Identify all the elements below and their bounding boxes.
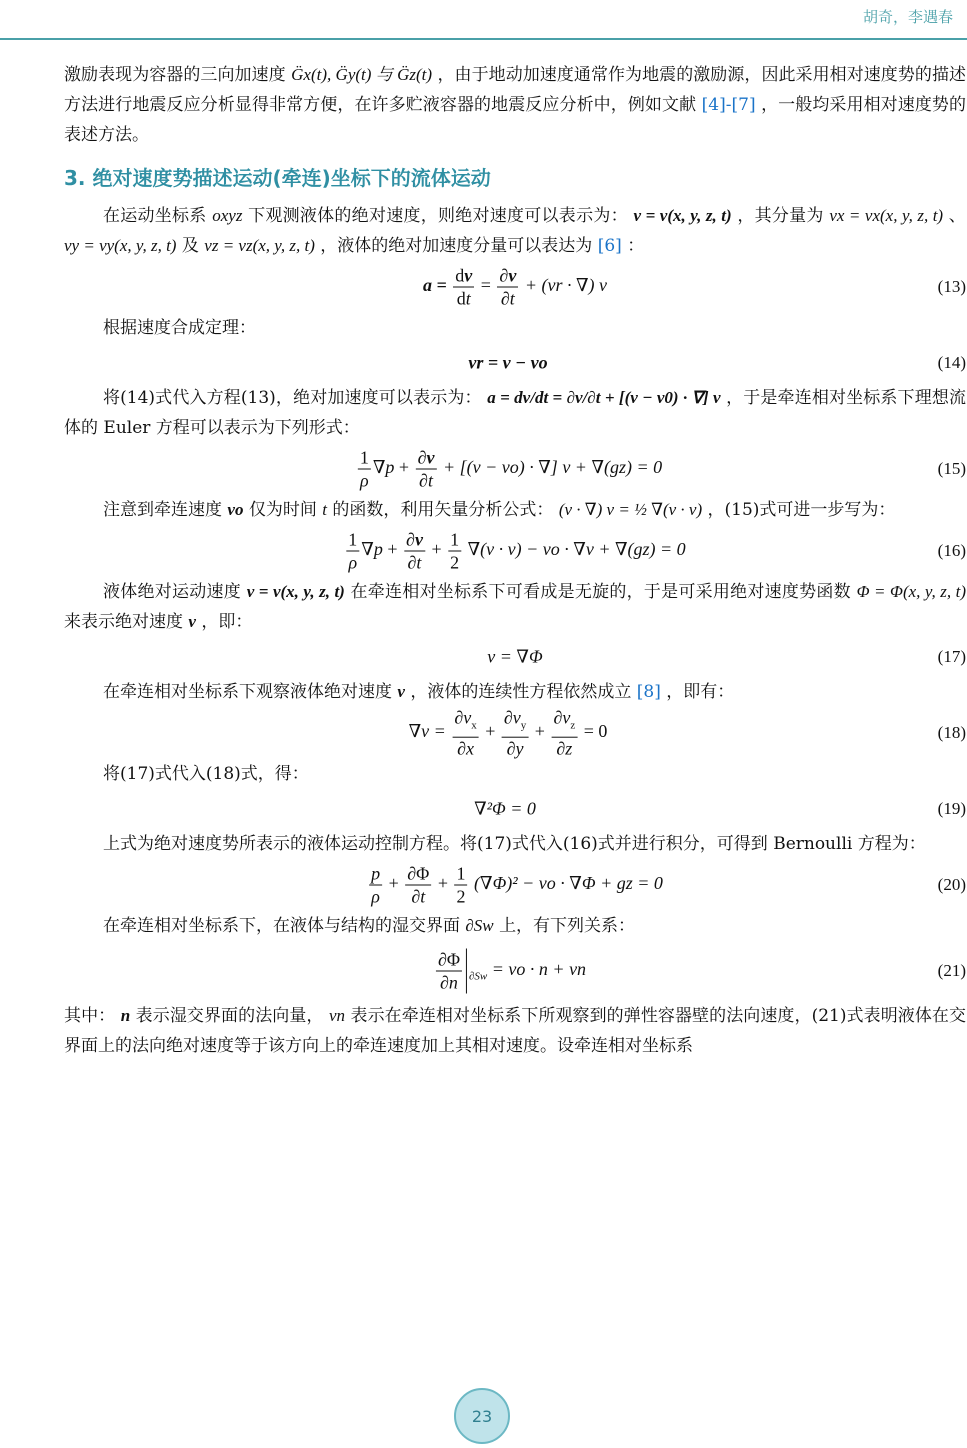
header-rule	[0, 38, 967, 40]
eq18-frac-z: $\frac{\partial v_z}{\partial z}$	[553, 707, 576, 759]
eq21-subscript: ∂Sw	[469, 970, 488, 983]
para2-sys: oxyz	[212, 206, 243, 225]
eq18-tail: = 0	[583, 721, 608, 742]
equation-14	[64, 343, 966, 383]
paragraph-8: 将(17)式代入(18)式，得：	[103, 764, 309, 784]
para4-eq: a = dv/dt = ∂v/∂t + [(v − v0) · ∇] v	[487, 388, 721, 407]
eq21-body	[434, 949, 586, 994]
paragraph-3: 根据速度合成定理：	[103, 318, 256, 338]
eq15-rest: + [(v − vo) · ∇] v + ∇(gz) = 0	[442, 457, 663, 478]
para7-text-c: ，即有：	[666, 682, 735, 702]
para7-text-a: 在牵连相对坐标系下观察液体绝对速度	[103, 682, 398, 702]
equation-16	[64, 525, 966, 577]
para1-text-b: ，由于地动加速度通常作为地震的激励源，因此采用相对速度势的描述方法进行地震反应分析显得非常方便，在许多贮液容器的地震反应分析中，例如文献	[64, 65, 967, 115]
para11-text-a: 其中：	[64, 1006, 116, 1026]
equation-21	[64, 941, 966, 1001]
paragraph-9: 上式为绝对速度势所表示的液体运动控制方程。将(17)式代入(16)式并进行积分，可得到 Bernoulli 方程为：	[103, 834, 926, 854]
para2-v-eq: v = v(x, y, z, t)	[633, 206, 732, 225]
equation-20	[64, 859, 966, 911]
para6-text-d: ，即：	[201, 612, 253, 632]
main-content	[64, 60, 966, 1061]
eq16-frac-1-rho: $\frac{1}{\rho}$	[348, 529, 358, 573]
eq18-frac-y: $\frac{\partial v_y}{\partial y}$	[503, 707, 527, 759]
para1-text-c: ，一般均采用相对速度势的表述方法。	[64, 95, 967, 145]
ref-6[interactable]: [6]	[597, 236, 622, 256]
page-number: 23	[471, 1407, 493, 1426]
para4-text-a: 将(14)式代入方程(13)，绝对加速度可以表示为：	[103, 388, 482, 408]
eq13-frac-dv-dt: $\frac{dv}{dt}$	[455, 265, 473, 309]
eq21-number: (21)	[937, 961, 966, 980]
para11-n: n	[120, 1006, 131, 1025]
ref-8[interactable]: [8]	[636, 682, 661, 702]
eq18-lhs: ∇v =	[408, 721, 446, 742]
equation-18	[64, 707, 966, 759]
para5-t: t	[322, 500, 327, 519]
section-title: 3. 绝对速度势描述运动(牵连)坐标下的流体运动	[64, 166, 491, 190]
eq20-frac-phi-t: $\frac{\partial\Phi}{\partial t}$	[407, 863, 430, 907]
para2-text-a: 在运动坐标系	[103, 206, 213, 226]
para2-text-d: 、	[948, 206, 967, 226]
para5-formula: (v · ∇) v = ½ ∇(v · v)	[558, 500, 703, 519]
para5-text-c: 的函数，利用矢量分析公式：	[332, 500, 554, 520]
para6-text-c: 来表示绝对速度	[64, 612, 189, 632]
para4-text-b: ，于是牵连相对坐标系下理想流体的 Euler 方程可以表示为下列形式：	[64, 388, 966, 438]
para5-vo: vo	[227, 500, 244, 519]
para10-sw: ∂Sw	[465, 916, 494, 935]
eq20-rest: (∇Φ)² − vo · ∇Φ + gz = 0	[474, 873, 663, 894]
eq18-body: ∇v = $\frac{\partial v_x}{\partial x}$ + $\frac{\partial v_y}{\partial y}$ + $\frac{\partial v_z}{\partial z}$ = 0	[408, 707, 608, 759]
eq16-rest: ∇(v · v) − vo · ∇v + ∇(gz) = 0	[467, 539, 686, 560]
page-number-badge	[454, 1388, 510, 1444]
para2-text-e: 及	[181, 236, 205, 256]
eq14-number: (14)	[937, 353, 966, 372]
eq18-number: (18)	[937, 723, 966, 742]
eq15-number: (15)	[937, 459, 966, 478]
eq19-number: (19)	[937, 799, 966, 818]
para6-v2: v	[188, 612, 196, 631]
paragraph-11	[64, 1001, 966, 1061]
eq20-body: $\frac{p}{\rho}$ + $\frac{\partial\Phi}{\partial t}$ + $\frac{1}{2}$ (∇Φ)² − vo · ∇Φ + gz = 0	[371, 863, 663, 907]
eq16-frac-half: $\frac{1}{2}$	[450, 529, 460, 573]
eq17-body: v = ∇Φ	[487, 646, 543, 667]
eq15-body: $\frac{1}{\rho}$ ∇p + $\frac{\partial v}{\partial t}$ + [(v − vo) · ∇] v + ∇(gz) = 0	[359, 447, 663, 491]
para5-text-d: ，(15)式可进一步写为：	[707, 500, 896, 520]
paragraph-1	[64, 60, 966, 150]
eq21-rhs: = vo · n + vn	[491, 959, 587, 980]
para7-text-b: ，液体的连续性方程依然成立	[410, 682, 632, 702]
para6-phi: Φ = Φ(x, y, z, t)	[856, 582, 967, 601]
para2-text-g: ：	[627, 236, 645, 256]
para2-vz: vz = vz(x, y, z, t)	[204, 236, 315, 255]
eq14-body: vr = v − vo	[468, 352, 548, 373]
eq19-body: ∇²Φ = 0	[474, 798, 536, 819]
para10-text-a: 在牵连相对坐标系下，在液体与结构的湿交界面	[103, 916, 466, 936]
para11-vn: vn	[329, 1006, 346, 1025]
eq21-frac-phi-n: $\frac{\partial\Phi}{\partial n}$	[436, 949, 467, 994]
eq16-frac-pv-pt: $\frac{\partial v}{\partial t}$	[406, 529, 423, 573]
para6-v: v = v(x, y, z, t)	[246, 582, 345, 601]
equation-13	[64, 261, 966, 313]
para10-text-b: 上，有下列关系：	[499, 916, 636, 936]
eq15-frac-1-rho: $\frac{1}{\rho}$	[359, 447, 369, 491]
para7-v: v	[397, 682, 405, 701]
eq18-frac-x: $\frac{\partial v_x}{\partial x}$	[454, 707, 477, 759]
para2-text-f: ，液体的绝对加速度分量可以表达为	[320, 236, 593, 256]
equation-17	[64, 637, 966, 677]
eq13-lhs: a =	[422, 275, 447, 296]
eq15-frac-pv-pt: $\frac{\partial v}{\partial t}$	[417, 447, 435, 491]
equation-19	[64, 789, 966, 829]
paragraph-6	[64, 577, 966, 637]
para11-text-b: 表示湿交界面的法向量，	[135, 1006, 329, 1026]
eq13-rest: + (vr · ∇) v	[524, 275, 608, 296]
eq17-number: (17)	[937, 647, 966, 666]
para1-text-a: 激励表现为容器的三向加速度	[64, 65, 292, 85]
para11-text-c: 表示在牵连相对坐标系下所观察到的弹性容器壁的法向速度，(21)式表明液体在交界面上的法向绝对速度等于该方向上的牵连速度加上其相对速度。设牵连相对坐标系	[64, 1006, 967, 1056]
ref-4-7[interactable]: [4]-[7]	[701, 95, 756, 115]
para6-text-b: 在牵连相对坐标系下可看成是无旋的，于是可采用绝对速度势函数	[350, 582, 857, 602]
paragraph-10	[64, 911, 966, 941]
eq16-number: (16)	[937, 541, 966, 560]
para1-accel: G̈x(t), G̈y(t) 与 G̈z(t)	[291, 65, 433, 84]
eq20-number: (20)	[937, 875, 966, 894]
para2-vx: vx = vx(x, y, z, t)	[829, 206, 944, 225]
para2-text-b: 下观测液体的绝对速度，则绝对速度可以表示为：	[248, 206, 628, 226]
eq20-frac-half: $\frac{1}{2}$	[456, 863, 466, 907]
eq20-frac-p-rho: $\frac{p}{\rho}$	[371, 863, 381, 907]
para5-text-a: 注意到牵连速度	[103, 500, 228, 520]
eq13-frac-pv-pt: $\frac{\partial v}{\partial t}$	[499, 265, 517, 309]
equation-15	[64, 443, 966, 495]
para6-text-a: 液体绝对运动速度	[103, 582, 247, 602]
para2-text-c: ，其分量为	[737, 206, 830, 226]
eq13-body: a = $\frac{dv}{dt}$ = $\frac{\partial v}{\partial t}$ + (vr · ∇) v	[422, 265, 608, 309]
eq16-body: $\frac{1}{\rho}$ ∇p + $\frac{\partial v}{\partial t}$ + $\frac{1}{2}$ ∇(v · v) − vo · ∇v + ∇(gz) = 0	[348, 529, 686, 573]
header-authors: 胡奇，李遇春	[862, 8, 953, 26]
page-header	[0, 0, 967, 42]
para2-vy: vy = vy(x, y, z, t)	[64, 236, 177, 255]
eq13-number: (13)	[937, 277, 966, 296]
paragraph-7	[64, 677, 966, 707]
para5-text-b: 仅为时间	[248, 500, 323, 520]
paragraph-2	[64, 201, 966, 261]
paragraph-5	[64, 495, 966, 525]
paragraph-4	[64, 383, 966, 443]
